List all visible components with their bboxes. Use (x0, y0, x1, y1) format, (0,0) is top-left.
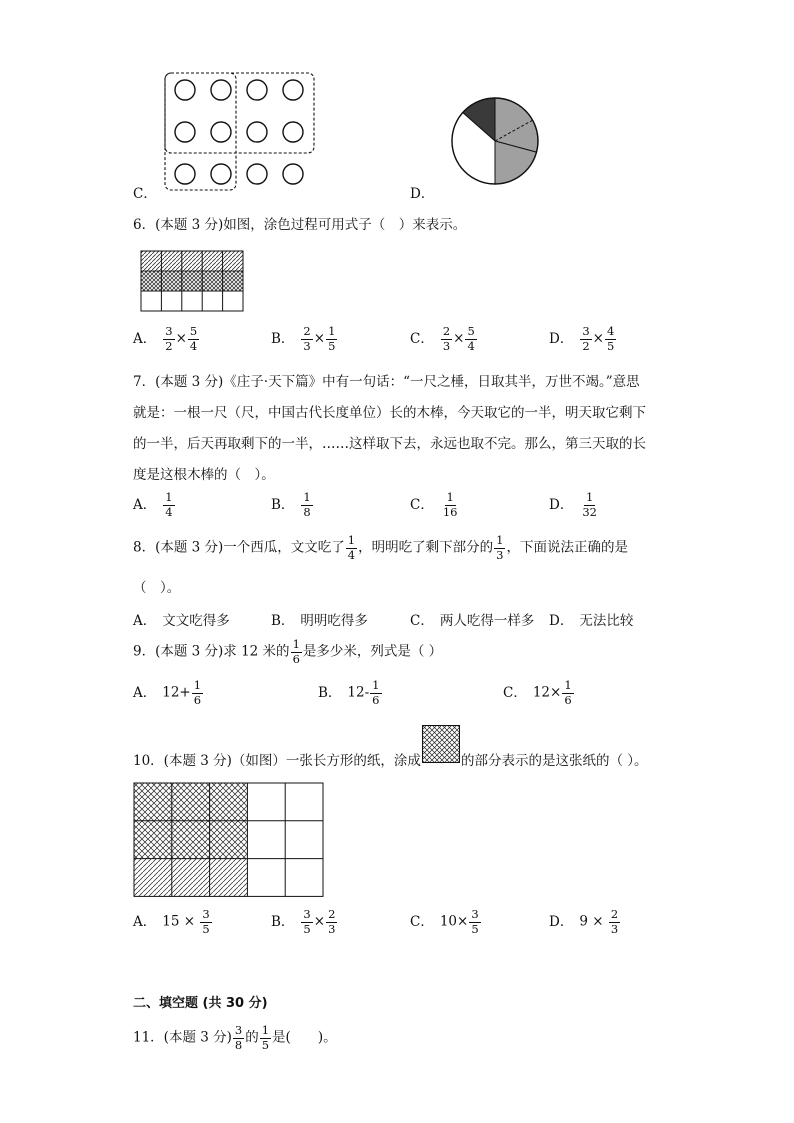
q7-stem-line2: 就是：一根一尺（尺，中国古代长度单位）长的木棒，今天取它的一半，明天取它剩下 (133, 405, 646, 421)
fraction: $\frac{1}{32}$ (582, 490, 597, 519)
q6-grid-figure (140, 250, 246, 314)
q6-option-b[interactable]: B． $\frac{2}{3}$ × $\frac{1}{5}$ (271, 324, 336, 353)
q8-stem-line2: （ ）。 (133, 580, 181, 596)
fraction: $\frac{1}{4}$ (165, 490, 173, 519)
fraction: $\frac{4}{5}$ (606, 324, 615, 353)
q8-option-a[interactable]: A． 文文吃得多 (133, 613, 230, 629)
q7-stem-line1: 7．(本题 3 分)《庄子·天下篇》中有一句话：“一尺之棰，日取其半，万世不竭。”意思 (133, 374, 640, 390)
q7-stem-line3: 的一半，后天再取剩下的一半，……这样取下去，永远也取不完。那么，第三天取的长 (133, 436, 646, 452)
q10-stem-part2: 的部分表示的是这张纸的（ ）。 (461, 753, 648, 769)
q9-stem: 9．(本题 3 分)求 12 米的 $\frac{1}{6}$ 是多少米，列式是（ ） (133, 637, 443, 666)
q8-option-b[interactable]: B． 明明吃得多 (271, 613, 368, 629)
fraction: $\frac{1}{6}$ (193, 678, 202, 707)
fraction: $\frac{3}{5}$ (471, 907, 479, 936)
fraction: $\frac{2}{3}$ (303, 324, 311, 353)
fraction: $\frac{5}{4}$ (189, 324, 198, 353)
q7-option-c[interactable]: C． $\frac{1}{16}$ (410, 490, 458, 519)
fraction: $\frac{1}{6}$ (292, 637, 300, 666)
q7-option-d[interactable]: D． $\frac{1}{32}$ (549, 490, 597, 519)
q10-grid-figure (133, 782, 325, 898)
q8-stem-line1: 8．(本题 3 分)一个西瓜，文文吃了 $\frac{1}{4}$ ，明明吃了剩下部分的 $\frac{1}{3}$ ，下面说法正确的是 (133, 533, 628, 562)
q11-stem: 11．(本题 3 分) $\frac{3}{8}$ 的 $\frac{1}{5}$ 是( )。 (133, 1023, 337, 1052)
fraction: $\frac{2}{3}$ (328, 907, 336, 936)
q10-option-c[interactable]: C． 10× $\frac{3}{5}$ (410, 907, 479, 936)
q9-option-c[interactable]: C． 12× $\frac{1}{6}$ (503, 678, 572, 707)
fraction: $\frac{1}{4}$ (347, 533, 356, 562)
figure-c-circle-groups (160, 70, 320, 195)
fraction: $\frac{2}{3}$ (442, 324, 451, 353)
fraction: $\frac{3}{2}$ (582, 324, 590, 353)
q10-option-d[interactable]: D． 9 × $\frac{2}{3}$ (549, 907, 619, 936)
option-d-label: D． (410, 186, 435, 202)
q6-option-a[interactable]: A． $\frac{3}{2}$ × $\frac{5}{4}$ (133, 324, 198, 353)
q10-stem-part1: 10．(本题 3 分)（如图）一张长方形的纸，涂成 (133, 753, 421, 769)
fraction: $\frac{1}{6}$ (372, 678, 380, 707)
figure-d-pie (440, 86, 550, 196)
q8-option-c[interactable]: C． 两人吃得一样多 (410, 613, 535, 629)
q10-crosshatch-sample (422, 725, 460, 763)
q9-option-a[interactable]: A． 12+ $\frac{1}{6}$ (133, 678, 202, 707)
fraction: $\frac{1}{16}$ (442, 490, 458, 519)
q7-option-a[interactable]: A． $\frac{1}{4}$ (133, 490, 173, 519)
q6-stem: 6．(本题 3 分)如图，涂色过程可用式子（ ）来表示。 (133, 217, 467, 233)
fraction: $\frac{3}{5}$ (202, 907, 210, 936)
fraction: $\frac{1}{5}$ (261, 1023, 270, 1052)
q7-stem-line4: 度是这根木棒的（ ）。 (133, 467, 275, 483)
q9-option-b[interactable]: B． 12- $\frac{1}{6}$ (318, 678, 380, 707)
fraction: $\frac{1}{8}$ (303, 490, 311, 519)
fraction: $\frac{2}{3}$ (610, 907, 619, 936)
q7-option-b[interactable]: B． $\frac{1}{8}$ (271, 490, 311, 519)
fraction: $\frac{3}{2}$ (165, 324, 173, 353)
fraction: $\frac{1}{3}$ (496, 533, 504, 562)
q10-option-a[interactable]: A． 15 × $\frac{3}{5}$ (133, 907, 210, 936)
option-c-label: C． (133, 186, 157, 202)
fraction: $\frac{5}{4}$ (467, 324, 475, 353)
fraction: $\frac{3}{5}$ (303, 907, 311, 936)
fraction: $\frac{1}{5}$ (328, 324, 336, 353)
q6-option-c[interactable]: C． $\frac{2}{3}$ × $\frac{5}{4}$ (410, 324, 475, 353)
fraction: $\frac{3}{8}$ (234, 1023, 243, 1052)
q10-option-b[interactable]: B． $\frac{3}{5}$ × $\frac{2}{3}$ (271, 907, 336, 936)
fraction: $\frac{1}{6}$ (564, 678, 572, 707)
section-title-fill-in: 二、填空题 (共 30 分) (133, 996, 268, 1011)
q6-option-d[interactable]: D． $\frac{3}{2}$ × $\frac{4}{5}$ (549, 324, 615, 353)
q8-option-d[interactable]: D． 无法比较 (549, 613, 634, 629)
